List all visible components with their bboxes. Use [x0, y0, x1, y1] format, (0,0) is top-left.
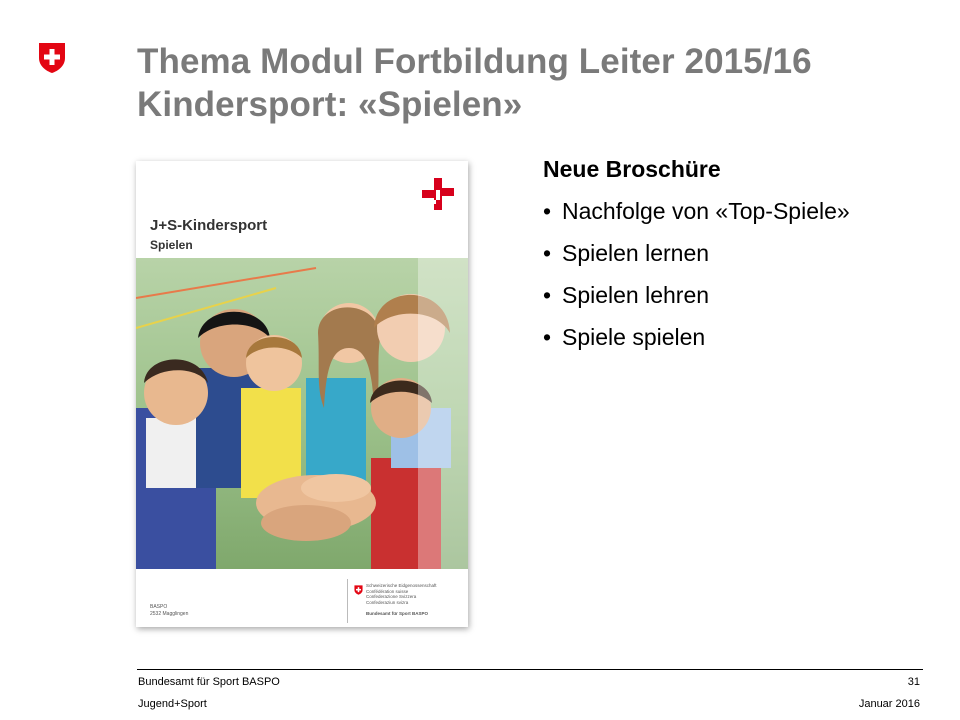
list-item-text: Spielen lernen	[562, 240, 710, 266]
brochure-federal-office: Bundesamt für Sport BASPO	[366, 611, 429, 616]
slide-title-line2: Kindersport: «Spielen»	[137, 85, 523, 124]
footer-organization: Bundesamt für Sport BASPO	[138, 676, 280, 688]
brochure-subtitle: Spielen	[150, 238, 193, 252]
slide-title-line1: Thema Modul Fortbildung Leiter 2015/16	[137, 42, 812, 81]
list-item-text: Nachfolge von «Top-Spiele»	[562, 198, 850, 224]
swiss-cross-small-icon	[354, 585, 363, 595]
js-logo-icon	[420, 176, 456, 212]
list-item	[543, 197, 943, 226]
swiss-cross-logo-icon	[38, 42, 66, 74]
brochure-footer-address: 2532 Magglingen	[150, 611, 189, 617]
bullet-icon: •	[543, 240, 552, 266]
bullet-list	[543, 197, 943, 352]
children-hands-photo	[136, 258, 468, 569]
content-heading: Neue Broschüre	[543, 156, 721, 182]
list-item-text: Spiele spielen	[562, 324, 706, 350]
brochure-confederation-text	[366, 583, 437, 605]
bullet-icon: •	[543, 324, 552, 350]
confederation-line: Confédération suisse	[366, 588, 409, 594]
brochure-cover-image	[136, 161, 468, 627]
list-item	[543, 323, 943, 352]
footer-program: Jugend+Sport	[138, 698, 207, 710]
content-block	[543, 154, 943, 365]
footer-date: Januar 2016	[858, 698, 920, 710]
confederation-line: Confederazione Svizzera	[366, 594, 417, 599]
brochure-footer-baspo: BASPO	[150, 604, 168, 610]
bullet-icon: •	[543, 282, 552, 308]
bullet-icon: •	[543, 198, 552, 224]
footer-divider	[137, 669, 923, 670]
confederation-line: Schweizerische Eidgenossenschaft	[366, 583, 437, 588]
slide-title	[137, 40, 812, 126]
list-item	[543, 281, 943, 310]
page-number: 31	[907, 676, 920, 688]
confederation-line: Confederaziun svizra	[366, 599, 409, 605]
brochure-title: J+S-Kindersport	[150, 217, 268, 234]
list-item	[543, 239, 943, 268]
brochure-footer-divider	[347, 579, 348, 623]
list-item-text: Spielen lehren	[562, 282, 710, 308]
